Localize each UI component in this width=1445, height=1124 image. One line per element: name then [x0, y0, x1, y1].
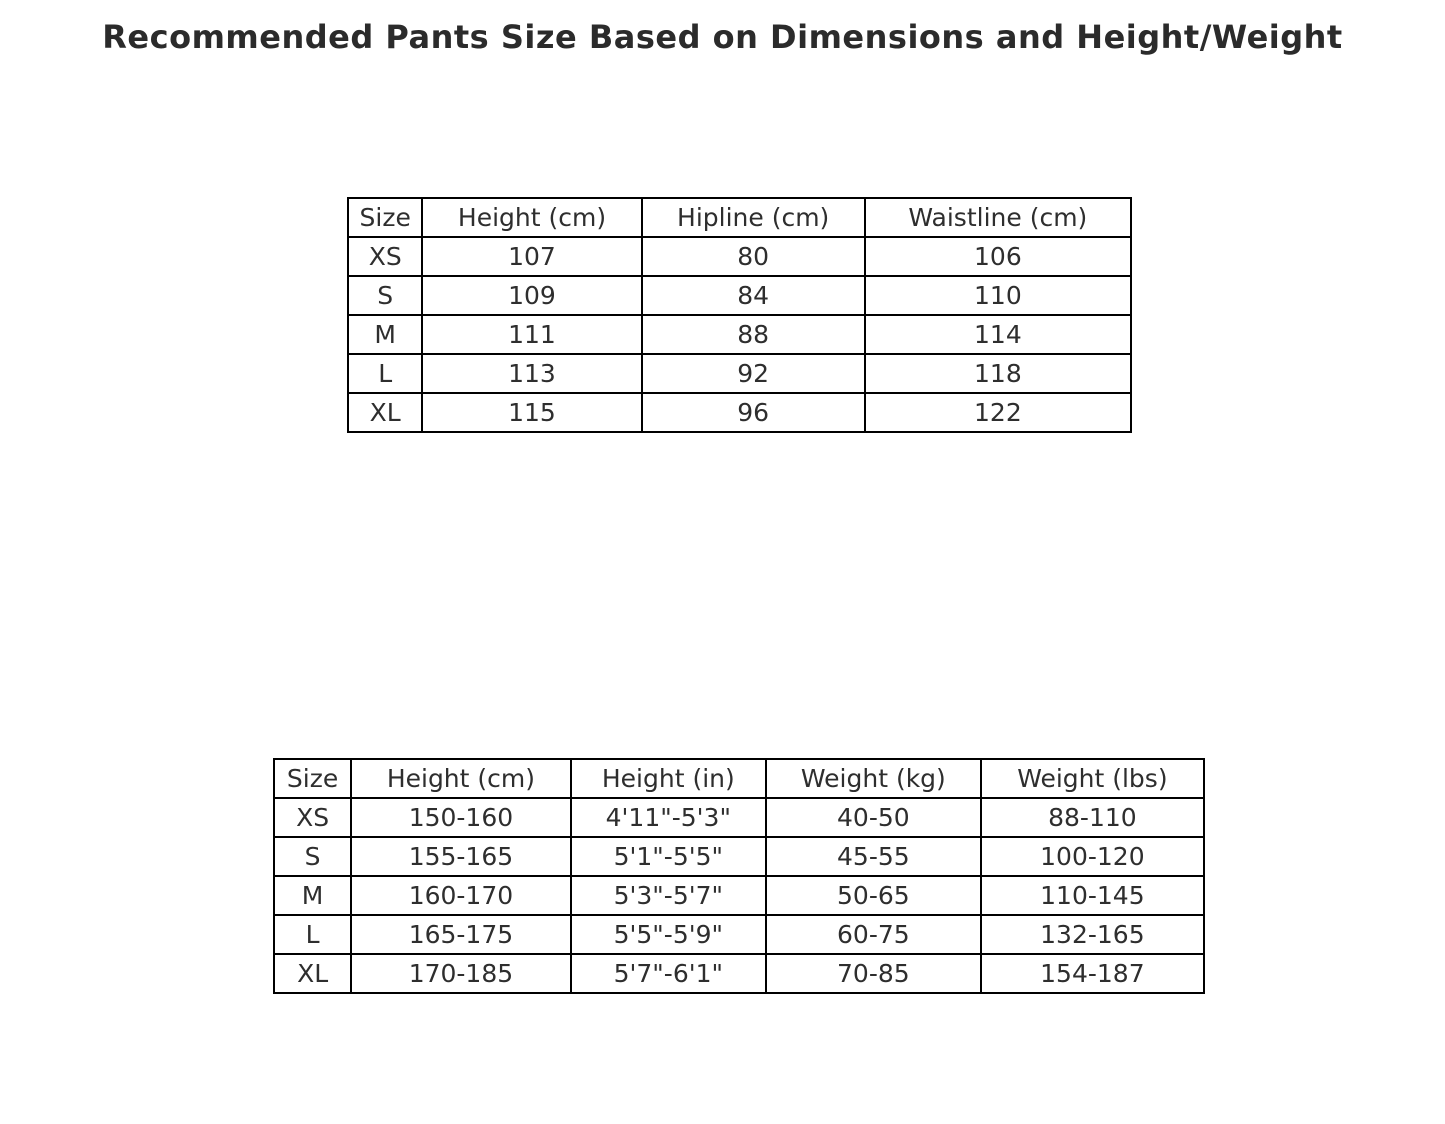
table-cell: L — [274, 915, 351, 954]
table-cell: 113 — [422, 354, 641, 393]
table-cell: 88 — [642, 315, 865, 354]
table-cell: 5'5"-5'9" — [571, 915, 766, 954]
table-cell: XL — [348, 393, 422, 432]
table-cell: L — [348, 354, 422, 393]
table-cell: 110 — [865, 276, 1131, 315]
table-cell: 5'7"-6'1" — [571, 954, 766, 993]
column-header: Waistline (cm) — [865, 198, 1131, 237]
height-weight-table-container — [273, 758, 1205, 988]
table-cell: S — [348, 276, 422, 315]
header-row — [348, 198, 1131, 237]
table-cell: 170-185 — [351, 954, 570, 993]
table-cell: 111 — [422, 315, 641, 354]
table-row — [348, 315, 1131, 354]
column-header: Height (in) — [571, 759, 766, 798]
dimensions-table — [347, 197, 1132, 433]
table-row — [274, 876, 1204, 915]
table-row — [274, 954, 1204, 993]
table-cell: 100-120 — [981, 837, 1204, 876]
table-row — [348, 276, 1131, 315]
column-header: Weight (kg) — [766, 759, 981, 798]
table-cell: 45-55 — [766, 837, 981, 876]
column-header: Weight (lbs) — [981, 759, 1204, 798]
table-cell: 154-187 — [981, 954, 1204, 993]
table-cell: 160-170 — [351, 876, 570, 915]
table-cell: 70-85 — [766, 954, 981, 993]
column-header: Size — [274, 759, 351, 798]
dimensions-table-container — [347, 197, 1132, 427]
table-cell: 5'1"-5'5" — [571, 837, 766, 876]
table-cell: S — [274, 837, 351, 876]
table-cell: XL — [274, 954, 351, 993]
table-cell: XS — [348, 237, 422, 276]
column-header: Hipline (cm) — [642, 198, 865, 237]
table-cell: 84 — [642, 276, 865, 315]
table-cell: 109 — [422, 276, 641, 315]
table-row — [274, 798, 1204, 837]
table-cell: 92 — [642, 354, 865, 393]
table-cell: M — [348, 315, 422, 354]
table-cell: 80 — [642, 237, 865, 276]
column-header: Size — [348, 198, 422, 237]
table-cell: 114 — [865, 315, 1131, 354]
table-cell: M — [274, 876, 351, 915]
table-cell: 107 — [422, 237, 641, 276]
table-cell: 155-165 — [351, 837, 570, 876]
table-row — [348, 393, 1131, 432]
table-cell: 110-145 — [981, 876, 1204, 915]
figure-title: Recommended Pants Size Based on Dimensions and Height/Weight — [102, 18, 1343, 56]
table-cell: 106 — [865, 237, 1131, 276]
height-weight-table — [273, 758, 1205, 994]
table-cell: 115 — [422, 393, 641, 432]
table-cell: 122 — [865, 393, 1131, 432]
table-cell: 4'11"-5'3" — [571, 798, 766, 837]
table-row — [274, 837, 1204, 876]
table-row — [274, 915, 1204, 954]
table-cell: 60-75 — [766, 915, 981, 954]
column-header: Height (cm) — [351, 759, 570, 798]
table-cell: 150-160 — [351, 798, 570, 837]
table-cell: 88-110 — [981, 798, 1204, 837]
column-header: Height (cm) — [422, 198, 641, 237]
table-row — [348, 237, 1131, 276]
table-cell: 40-50 — [766, 798, 981, 837]
table-cell: XS — [274, 798, 351, 837]
table-cell: 50-65 — [766, 876, 981, 915]
header-row — [274, 759, 1204, 798]
table-cell: 165-175 — [351, 915, 570, 954]
table-cell: 96 — [642, 393, 865, 432]
table-row — [348, 354, 1131, 393]
table-cell: 118 — [865, 354, 1131, 393]
table-cell: 132-165 — [981, 915, 1204, 954]
table-cell: 5'3"-5'7" — [571, 876, 766, 915]
